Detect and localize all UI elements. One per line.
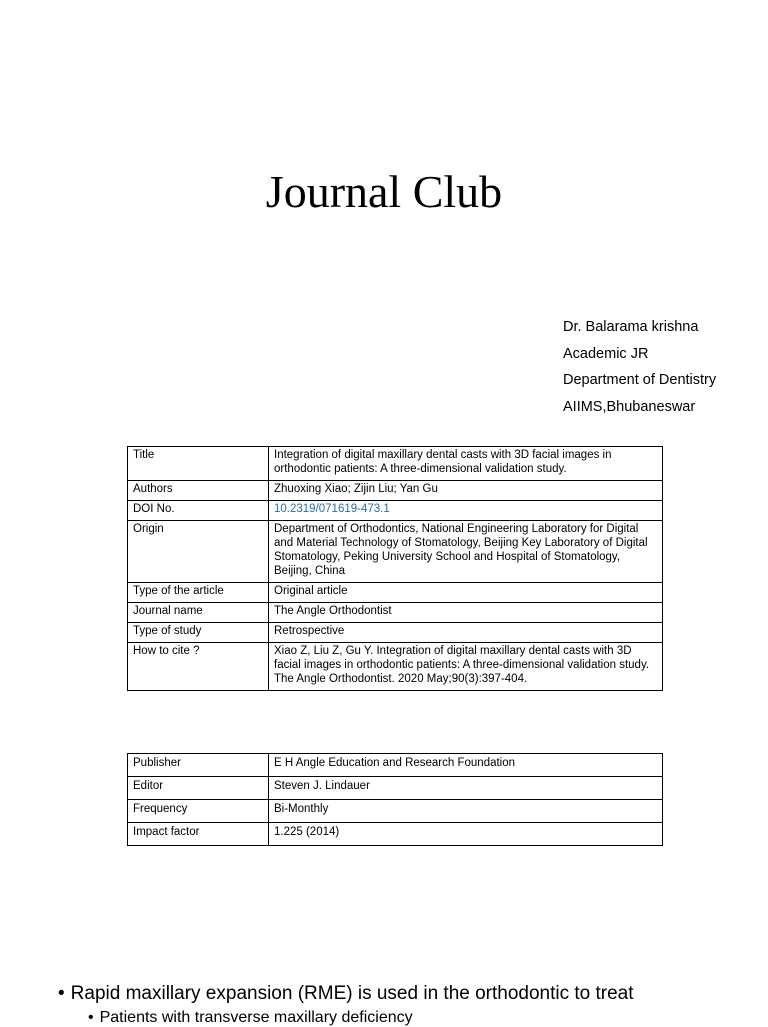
presenter-institute: AIIMS,Bhubaneswar [563,398,696,415]
bullet-text: Rapid maxillary expansion (RME) is used in the orthodontic to treat [70,983,634,1004]
row-label-journal: Journal name [128,603,269,623]
row-value-title: Integration of digital maxillary dental casts with 3D facial images in orthodontic patients: A three-dimensional validation study. [269,447,663,481]
row-value-editor: Steven J. Lindauer [269,777,663,800]
row-label-publisher: Publisher [128,754,269,777]
row-label-editor: Editor [128,777,269,800]
doi-link[interactable]: 10.2319/071619-473.1 [274,503,390,515]
presenter-department: Department of Dentistry [563,372,717,388]
table-row [128,823,663,846]
row-label-authors: Authors [128,481,269,501]
row-value-article-type: Original article [269,583,663,603]
table-row [128,583,663,603]
table-row [128,777,663,800]
presenter-role: Academic JR [563,345,649,362]
row-value-impact-factor: 1.225 (2014) [269,823,663,846]
row-label-study-type: Type of study [128,623,269,643]
list-item [58,983,634,1005]
row-label-impact-factor: Impact factor [128,823,269,846]
row-label-origin: Origin [128,521,269,583]
row-label-title: Title [128,447,269,481]
table-row [128,603,663,623]
row-value-study-type: Retrospective [269,623,663,643]
table-row [128,521,663,583]
presenter-name: Dr. Balarama krishna [563,319,699,335]
row-value-journal: The Angle Orthodontist [269,603,663,623]
journal-details-table [127,753,663,846]
row-value-citation: Xiao Z, Liu Z, Gu Y. Integration of digital maxillary dental casts with 3D facial images in orthodontic patients: A three-dimensional validation study. The Angle Orthodontist. 2020 May;90(3):397-404. [269,643,663,691]
table-row [128,447,663,481]
table-row [128,643,663,691]
table-row [128,501,663,521]
table-row [128,754,663,777]
bullet-text: Patients with transverse maxillary deficiency [99,1009,413,1026]
page-title: Journal Club [265,166,503,217]
bullet-icon: • [88,1009,94,1026]
row-value-publisher: E H Angle Education and Research Foundation [269,754,663,777]
bullet-icon: • [58,983,65,1004]
table-row [128,800,663,823]
row-label-frequency: Frequency [128,800,269,823]
list-item [88,1009,634,1027]
row-label-doi: DOI No. [128,501,269,521]
presenter-info [563,314,716,420]
article-details-table [127,446,663,691]
row-value-authors: Zhuoxing Xiao; Zijin Liu; Yan Gu [269,481,663,501]
row-value-doi [269,501,663,521]
row-value-origin: Department of Orthodontics, National Engineering Laboratory for Digital and Material Technology of Stomatology, Beijing Key Laboratory of Digital Stomatology, Peking University School and Hospital of Stomatology, Beijing, China [269,521,663,583]
table-row [128,481,663,501]
bullet-list [58,983,634,1027]
row-label-article-type: Type of the article [128,583,269,603]
table-row [128,623,663,643]
row-value-frequency: Bi-Monthly [269,800,663,823]
row-label-citation: How to cite ? [128,643,269,691]
